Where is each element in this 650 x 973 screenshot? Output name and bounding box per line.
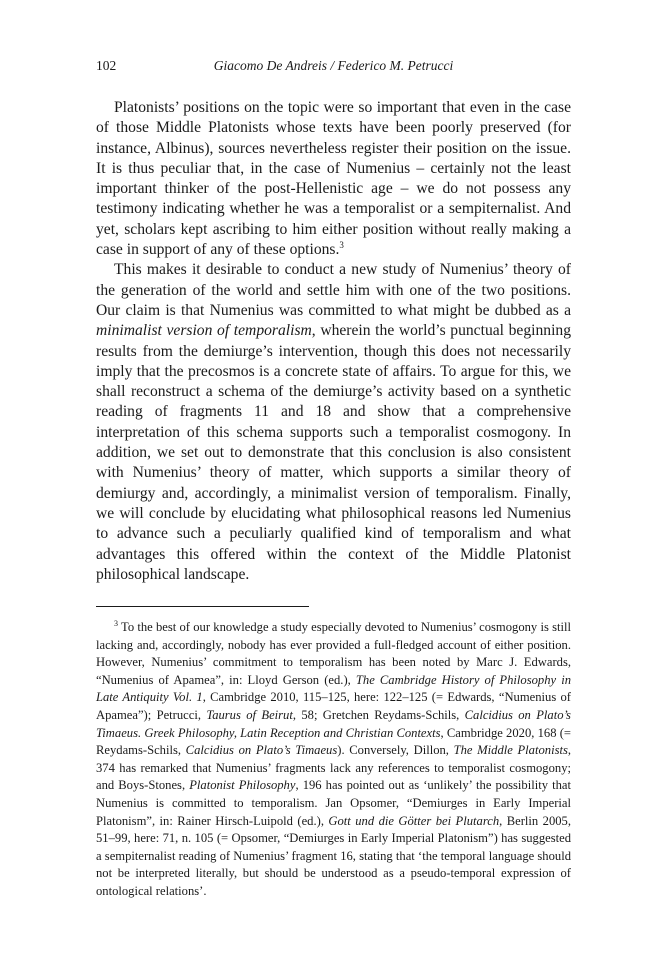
running-head [96,58,571,78]
footnote-text: , Berlin 2005, 51–99, here: 71, n. 105 (= Opsomer, “Demiurges in Early Imperial Platonism”) has suggested a sempiternalist reading of Numenius’ fragment 16, stating that ‘the temporal language should not be interpreted literally, but should be understood as a pseudo-temporal expression of ontological relations’. [96,813,571,898]
footnote-text: , 196 has pointed out as ‘unlikely’ the possibility that Numenius is committed to temporalism. Jan Opsomer, “Demiurges in Early Imperial Platonism”, in: Rainer Hirsch-Luipold (ed.), [96,778,571,828]
footnote-reference[interactable]: 3 [339,239,344,250]
footnote-3 [96,619,571,901]
footnote-title: Taurus of Beirut [206,707,293,722]
footnote-text: , Cambridge 2020, 168 (= Reydams-Schils, [96,725,571,758]
footnotes [96,619,571,901]
footnote-title: Platonist Philosophy [189,778,296,793]
running-head-authors: Giacomo De Andreis / Federico M. Petrucci [213,58,454,73]
footnote-title: The Middle Platonists [453,743,568,758]
footnote-title: Calcidius on Plato’s Timaeus. Greek Philosophy, Latin Reception and Christian Contexts [96,707,571,740]
footnote-text: , Cambridge 2010, 115–125, here: 122–125 (= Edwards, “Numenius of Apamea”); Petrucci, [96,690,571,722]
paragraph-2 [96,260,571,585]
footnote-title: The Cambridge History of Philosophy in Late Antiquity Vol. 1 [96,672,571,705]
paragraph-2-emphasis: minimalist version of temporalism [96,322,312,340]
main-text [96,98,571,585]
paragraph-2-text-a: This makes it desirable to conduct a new study of Numenius’ theory of the generation of the world and settle him with one of the two positions. Our claim is that Numenius was committed to what might be dubbed as a [96,261,571,319]
paragraph-1 [96,98,571,260]
page-number: 102 [96,58,117,73]
footnote-title: Gott und die Götter bei Plutarch [328,813,500,828]
footnote-text: ). Conversely, Dillon, [337,743,454,758]
footnote-title: Calcidius on Plato’s Timaeus [185,743,338,758]
paragraph-1-text: Platonists’ positions on the topic were so important that even in the case of those Middle Platonists whose texts have been poorly preserved (for instance, Albinus), sources nevertheless register their position on the issue. It is thus peculiar that, in the case of Numenius – certainly not the least important thinker of the post-Hellenistic age – we do not possess any testimony indicating whether he was a temporalist or a sempiternalist. And yet, scholars kept ascribing to him either position without really making a case in support of any of these options. [96,99,571,259]
footnote-text: , 58; Gretchen Reydams-Schils, [292,707,465,722]
footnote-mark: 3 [114,618,118,628]
paragraph-2-text-b: , wherein the world’s punctual beginning results from the demiurge’s intervention, though this does not necessarily imply that the precosmos is a concrete state of affairs. To argue for this, we shall reconstruct a schema of the demiurge’s activity based on a synthetic reading of fragments 11 and 18 and show that a comprehensive interpretation of this schema supports such a temporalist cosmogony. In addition, we set out to demonstrate that this conclusion is also consistent with Numenius’ theory of matter, which supports a similar theory of demiurgy and, accordingly, a minimalist version of temporalism. Finally, we will conclude by elucidating what philosophical reasons led Numenius to advance such a peculiarly qualified kind of temporalism and what advantages this offered within the context of the Middle Platonist philosophical landscape. [96,322,571,583]
footnote-text: , 374 has remarked that Numenius’ fragments lack any references to temporalist cosmogony; and Boys-Stones, [96,743,572,793]
footnote-separator [96,606,309,607]
footnote-text: To the best of our knowledge a study especially devoted to Numenius’ cosmogony is still lacking and, accordingly, nobody has ever provided a full-fledged account of either position. However, Numenius’ commitment to temporalism has been noted by Marc J. Edwards, “Numenius of Apamea”, in: Lloyd Gerson (ed.), [96,620,571,687]
